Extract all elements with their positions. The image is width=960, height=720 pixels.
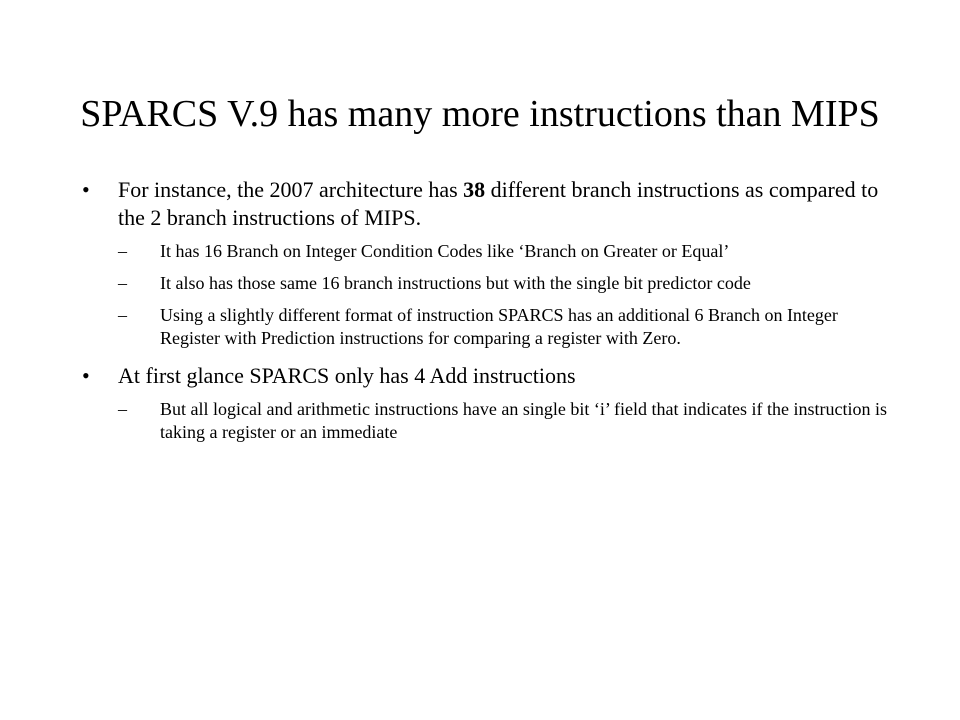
bullet-item xyxy=(80,362,900,390)
sub-item xyxy=(80,272,900,295)
bullet-text: At first glance SPARCS only has 4 Add instructions xyxy=(118,363,576,388)
sub-item xyxy=(80,304,900,350)
slide-body xyxy=(80,176,900,456)
bullet-marker: • xyxy=(82,363,90,388)
sub-item-text: It has 16 Branch on Integer Condition Codes like ‘Branch on Greater or Equal’ xyxy=(160,241,730,261)
sub-list xyxy=(80,398,900,444)
bullet-text: For instance, the 2007 architecture has xyxy=(118,177,464,202)
slide-title: SPARCS V.9 has many more instructions than MIPS xyxy=(80,93,880,135)
sub-item xyxy=(80,240,900,263)
dash-marker: – xyxy=(118,399,127,419)
sub-list xyxy=(80,240,900,350)
sub-item xyxy=(80,398,900,444)
bullet-text: different branch instructions as compared to the 2 branch instructions of MIPS. xyxy=(118,177,879,230)
bullet-marker: • xyxy=(82,177,90,202)
dash-marker: – xyxy=(118,273,127,293)
bullet-item xyxy=(80,176,900,232)
dash-marker: – xyxy=(118,241,127,261)
dash-marker: – xyxy=(118,305,127,325)
sub-item-text: But all logical and arithmetic instructions have an single bit ‘i’ field that indicates if the instruction is taking a register or an immediate xyxy=(160,399,887,442)
sub-item-text: It also has those same 16 branch instructions but with the single bit predictor code xyxy=(160,273,751,293)
bullet-emphasis: 38 xyxy=(463,177,486,202)
sub-item-text: Using a slightly different format of instruction SPARCS has an additional 6 Branch on Integer Register with Prediction instructions for comparing a register with Zero. xyxy=(160,305,838,348)
